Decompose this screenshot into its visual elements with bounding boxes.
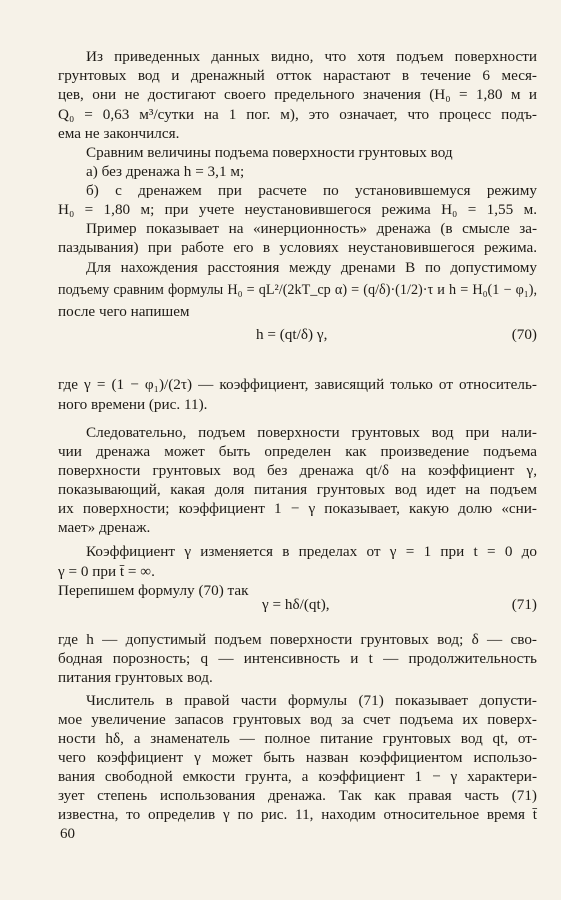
text-line: грунтовых вод и дренажный отток нарастают в течение 6 меся- [58, 67, 537, 84]
text-line: Для нахождения расстояния между дренами B по допустимому [86, 259, 537, 276]
text-line: чии дренажа может быть определен как произведение подъема [58, 443, 537, 460]
text-line: Перепишем формулу (70) так [58, 582, 249, 599]
text-line: а) без дренажа h = 3,1 м; [86, 163, 245, 180]
equation-70: h = (qt/δ) γ, [256, 326, 328, 343]
equation-number-70: (70) [511, 326, 537, 343]
text-line: бодная порозность; q — интенсивность и t — продолжительность [58, 650, 537, 667]
text-line: питания грунтовых вод. [58, 669, 213, 686]
text-line: зует степень использования дренажа. Так как правая часть (71) [58, 787, 537, 804]
text-line: Следовательно, подъем поверхности грунтовых вод при нали- [86, 424, 537, 441]
text-line: ема не закончился. [58, 125, 180, 142]
text-line: показывающий, какая доля питания грунтовых вод идет на подъем [58, 481, 537, 498]
text-line: Числитель в правой части формулы (71) показывает допусти- [86, 692, 537, 709]
text-line: γ = 0 при t̄ = ∞. [58, 563, 155, 580]
equation-number-71: (71) [511, 596, 537, 613]
text-line: Из приведенных данных видно, что хотя подъем поверхности [86, 48, 537, 65]
text-line: Сравним величины подъема поверхности грунтовых вод [86, 144, 453, 161]
text-line: известна, то определив γ по рис. 11, находим относительное время t̄ [58, 806, 537, 823]
text-line: поверхности грунтовых вод без дренажа qt/δ на коэффициент γ, [58, 462, 537, 479]
text-line: их поверхности; коэффициент 1 − γ показывает, какую долю «сни- [58, 500, 537, 517]
equation-71: γ = hδ/(qt), [262, 596, 330, 613]
formula-line: подъему сравним формулы H₀ = qL²/(2kT_ср α) = (q/δ)·(1/2)·τ и h = H₀(1 − φ₁), [58, 282, 537, 298]
text-line: вания свободной емкости грунта, а коэффициент 1 − γ характери- [58, 768, 537, 785]
text-line: Q₀ = 0,63 м³/сутки на 1 пог. м), это означает, что процесс подъ- [58, 106, 537, 123]
page-number: 60 [60, 826, 75, 842]
text-line: б) с дренажем при расчете по установившемуся режиму [86, 182, 537, 199]
text-line: ного времени (рис. 11). [58, 396, 208, 413]
text-line: ности hδ, а знаменатель — полное питание грунтовых вод qt, от- [58, 730, 537, 747]
text-line: где h — допустимый подъем поверхности грунтовых вод; δ — сво- [58, 631, 537, 648]
text-line: цев, они не достигают своего предельного значения (H₀ = 1,80 м и [58, 86, 537, 103]
text-line: где γ = (1 − φ₁)/(2τ) — коэффициент, зависящий только от относитель- [58, 376, 537, 393]
text-line: чего коэффициент γ может быть назван коэффициентом использо- [58, 749, 537, 766]
text-line: Пример показывает на «инерционность» дренажа (в смысле за- [86, 220, 537, 237]
text-line: мое увеличение запасов грунтовых вод за счет подъема их поверх- [58, 711, 537, 728]
text-line: после чего напишем [58, 303, 190, 320]
text-line: H₀ = 1,80 м; при учете неустановившегося режима H₀ = 1,55 м. [58, 201, 537, 218]
text-line: Коэффициент γ изменяется в пределах от γ = 1 при t = 0 до [86, 543, 537, 560]
text-line: мает» дренаж. [58, 519, 151, 536]
text-line: паздывания) при работе его в условиях неустановившегося режима. [58, 239, 537, 256]
